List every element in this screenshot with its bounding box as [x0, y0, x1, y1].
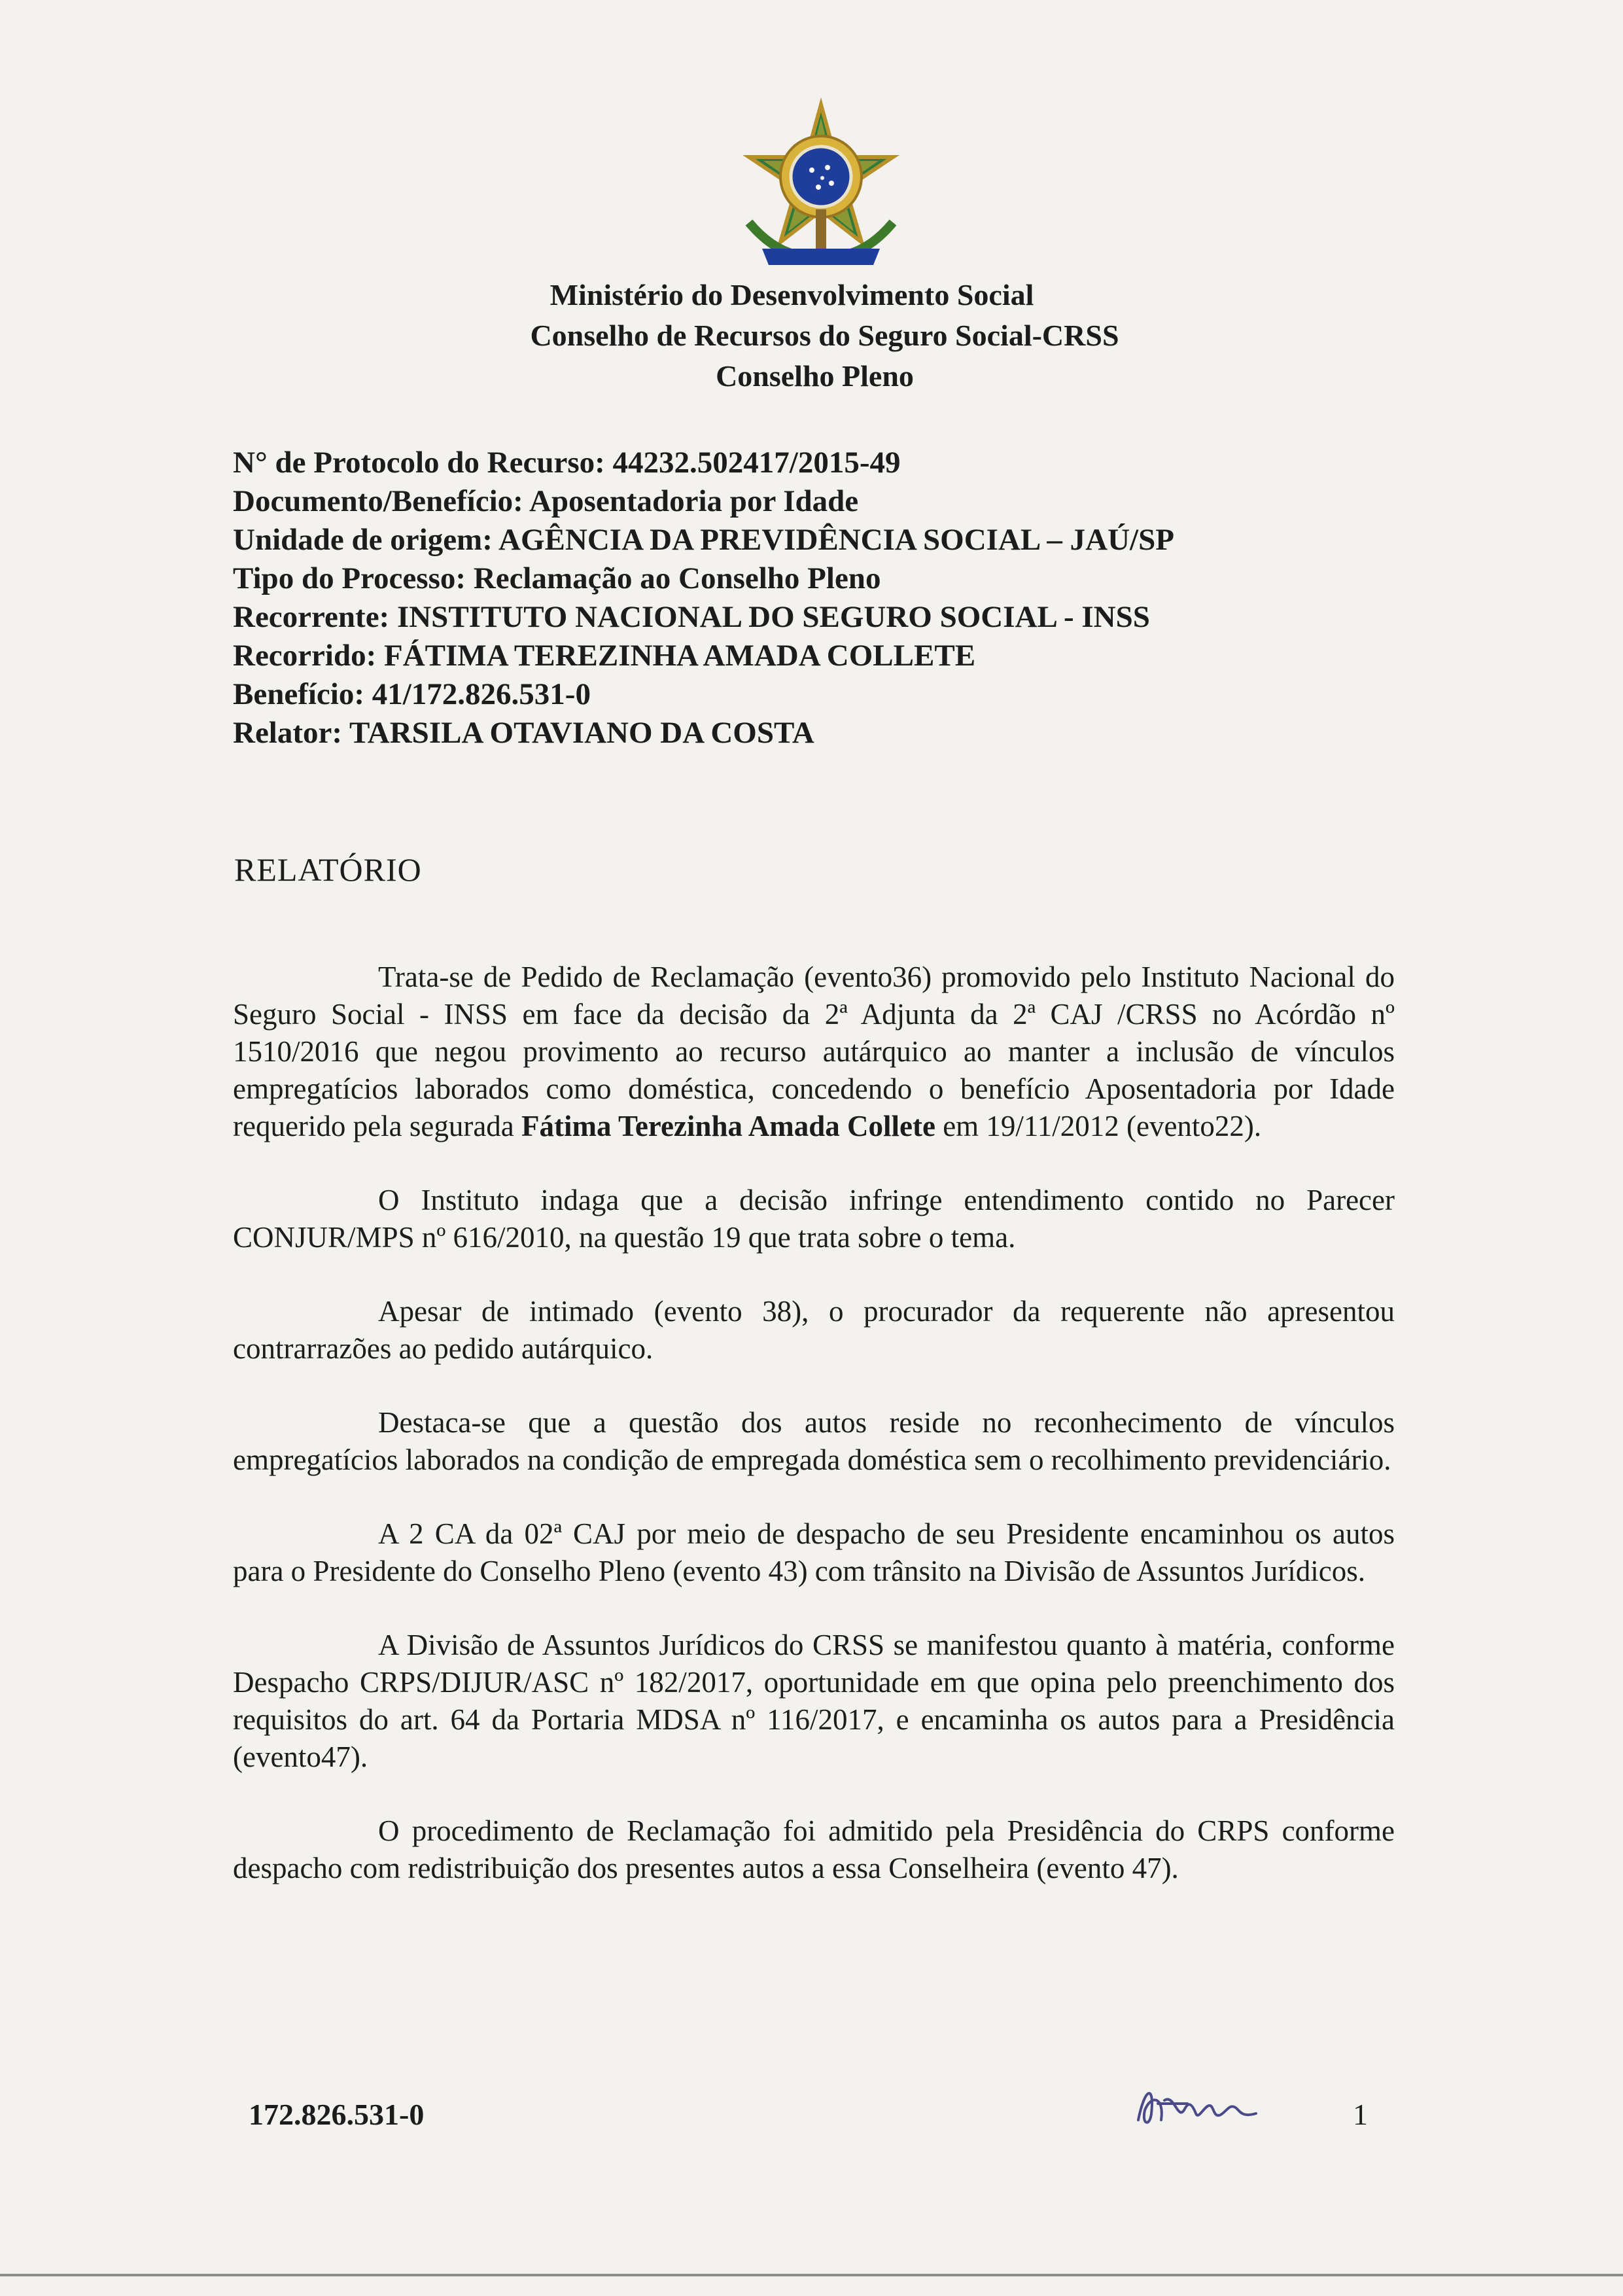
meta-row-rapporteur: Relator: TARSILA OTAVIANO DA COSTA — [233, 716, 814, 750]
brazil-coat-of-arms-icon — [726, 92, 916, 281]
paragraph-2: O Instituto indaga que a decisão infringe entendimento contido no Parecer CONJUR/MPS nº 616/2010, na questão 19 que trata sobre o tema. — [233, 1184, 1395, 1254]
report-body — [233, 959, 1395, 1924]
chamber-name: Conselho Pleno — [716, 359, 914, 393]
handwritten-signature-icon — [1125, 2074, 1269, 2140]
ministry-name: Ministério do Desenvolvimento Social — [550, 278, 1034, 311]
paragraph-6: A Divisão de Assuntos Jurídicos do CRSS se manifestou quanto à matéria, conforme Despacho CRPS/DIJUR/ASC nº 182/2017, oportunidade em que opina pelo preenchimento dos requisitos do art. 64 da Portaria MDSA nº 116/2017, e encaminha os autos para a Presidência (evento47). — [233, 1629, 1395, 1773]
meta-row-document: Documento/Benefício: Aposentadoria por Idade — [233, 484, 859, 518]
process-metadata — [233, 444, 1476, 752]
council-name: Conselho de Recursos do Seguro Social-CRSS — [530, 319, 1119, 352]
meta-row-benefit: Benefício: 41/172.826.531-0 — [233, 677, 591, 711]
meta-row-appellant: Recorrente: INSTITUTO NACIONAL DO SEGURO SOCIAL - INSS — [233, 600, 1150, 634]
meta-row-appellee: Recorrido: FÁTIMA TEREZINHA AMADA COLLETE — [233, 639, 976, 673]
section-title: RELATÓRIO — [234, 851, 422, 888]
paragraph-5: A 2 CA da 02ª CAJ por meio de despacho de seu Presidente encaminhou os autos para o Presidente do Conselho Pleno (evento 43) com trânsito na Divisão de Assuntos Jurídicos. — [233, 1517, 1395, 1587]
document-header — [0, 275, 1623, 397]
meta-row-origin: Unidade de origem: AGÊNCIA DA PREVIDÊNCIA SOCIAL – JAÚ/SP — [233, 523, 1174, 557]
bottom-rule — [0, 2274, 1623, 2276]
page-number: 1 — [1353, 2098, 1368, 2131]
meta-row-protocol: N° de Protocolo do Recurso: 44232.502417/2015-49 — [233, 446, 901, 480]
insured-name: Fátima Terezinha Amada Collete — [521, 1110, 935, 1142]
paragraph-1: Trata-se de Pedido de Reclamação (evento36) promovido pelo Instituto Nacional do Seguro Social - INSS em face da decisão da 2ª Adjunta da 2ª CAJ /CRSS no Acórdão nº 1510/2016 que negou provimento ao recurso autárquico ao manter a inclusão de vínculos empregatícios laborados como doméstica, concedendo o benefício Aposentadoria por Idade requerido pela segurada Fátima Terezinha Amada Collete em 19/11/2012 (evento22). — [233, 961, 1395, 1142]
paragraph-4: Destaca-se que a questão dos autos reside no reconhecimento de vínculos empregatícios laborados na condição de empregada doméstica sem o recolhimento previdenciário. — [233, 1406, 1395, 1476]
footer-benefit-number: 172.826.531-0 — [249, 2098, 425, 2131]
paragraph-3: Apesar de intimado (evento 38), o procurador da requerente não apresentou contrarrazões ao pedido autárquico. — [233, 1295, 1395, 1365]
meta-row-process-type: Tipo do Processo: Reclamação ao Conselho Pleno — [233, 561, 881, 595]
paragraph-7: O procedimento de Reclamação foi admitido pela Presidência do CRPS conforme despacho com redistribuição dos presentes autos a essa Conselheira (evento 47). — [233, 1814, 1395, 1884]
